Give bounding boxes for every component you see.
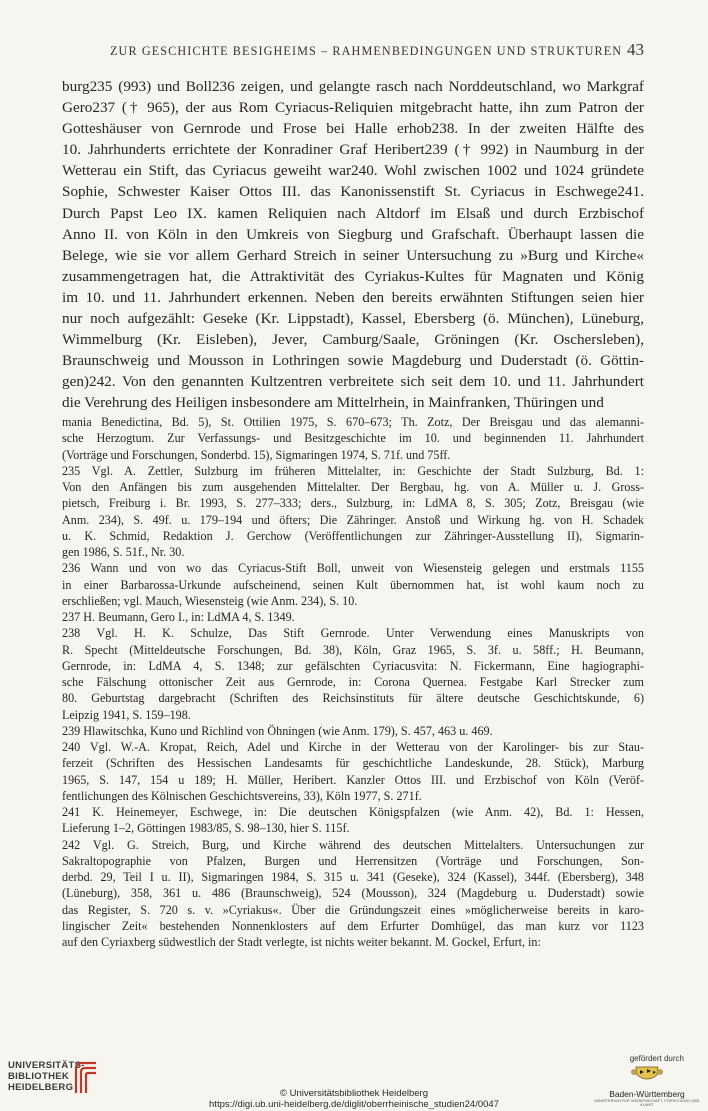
body-line: Wetterau ein Stift, das Cyriacus geweiht war240. Wohl zwischen 1002 und 1024 gründete — [62, 162, 644, 180]
footnote-line: u. K. Schmid, Redaktion J. Gerchow (Veröffentlichungen zur Zähringer-Ausstellung II), Sigmarin- — [62, 528, 644, 543]
footnote-line: derbd. 29, Teil I u. II), Sigmaringen 1984, S. 315 u. 341 (Geseke), 324 (Kassel), 344f. (Ebersberg), 348 — [62, 870, 644, 884]
footnote-line: Gernrode, in: LdMA 4, S. 1348; zur gefälschten Cyriacusvita: N. Fickermann, Eine hagiographi- — [62, 658, 644, 673]
footnote-line: 235 Vgl. A. Zettler, Sulzburg im früheren Mittelalter, in: Geschichte der Stadt Sulzburg, Bd. 1: — [62, 463, 644, 478]
footnote-line: mania Benedictina, Bd. 5), St. Ottilien 1975, S. 670–673; Th. Zotz, Der Breisgau und das alemanni- — [62, 415, 644, 429]
body-line: Anno II. von Köln in den Umkreis von Siegburg und Grafschaft. Überhaupt lassen die — [62, 225, 644, 243]
footnote-line: 237 H. Beumann, Gero I., in: LdMA 4, S. 1349. — [62, 610, 295, 624]
footnote-line: 1965, S. 147, 154 u 189; H. Müller, Heribert. Kanzler Ottos III. und Erzbischof von Köln (Veröf- — [62, 772, 644, 787]
permalink[interactable]: https://digi.ub.uni-heidelberg.de/diglit/oberrheinische_studien24/0047 — [209, 1099, 499, 1110]
body-line: Gotteshäuser von Gernrode und Frose bei Halle erhob238. In der zweiten Hälfte des — [62, 120, 644, 138]
body-line: Sophie, Schwester Kaiser Ottos III. das Kanonissenstift St. Cyriacus in Eschwege241. — [62, 183, 644, 201]
footnote-line: das Register, S. 720 s. v. »Cyriakus«. Über die Gründungszeit eines »möglicherweise bereits in karo- — [62, 902, 644, 917]
footnote-line: 242 Vgl. G. Streich, Burg, und Kirche während des deutschen Mittelalters. Untersuchungen zur — [62, 837, 644, 852]
running-header — [62, 40, 644, 64]
body-line: die Verehrung des Heiligen insbesondere am Mittelrhein, in Mainfranken, Thüringen und — [62, 394, 604, 412]
page-number: 43 — [627, 40, 644, 59]
body-line: Durch Papst Leo IX. kamen Reliquien nach Altdorf im Elsaß und durch Erzbischof — [62, 204, 644, 222]
footnote-line: Lieferung 1–2, Göttingen 1983/85, S. 98–130, hier S. 115f. — [62, 821, 350, 836]
footnote-line: sche Fälschung ottonischer Zeit aus Gernrode, in: Corona Quernea. Festgabe Karl Strecker zum — [62, 675, 644, 689]
body-line: burg235 (993) und Boll236 zeigen, und gelangte rasch nach Norddeutschland, wo Markgraf — [62, 78, 644, 95]
copyright-text: © Universitätsbibliothek Heidelberg — [280, 1088, 428, 1099]
footnote-line: Sakraltopographie von Pfalzen, Burgen und Herrensitzen (Vorträge und Forschungen, Son- — [62, 853, 644, 868]
footnote-line: Leipzig 1941, S. 159–198. — [62, 707, 191, 722]
library-logo-line: UNIVERSITÄTS- — [8, 1060, 85, 1071]
funder-block — [592, 1054, 702, 1107]
footnote-line: 80. Geburtstag dargebracht (Schriften des Reichsinstituts für ältere deutsche Geschichtskunde, 6) — [62, 691, 644, 706]
body-line: Wimmelburg (Kr. Eisleben), Jever, Camburg/Saale, Gröningen (Kr. Oschersleben), — [62, 331, 644, 349]
body-line: 10. Jahrhunderts errichtete der Konradiner Graf Heribert239 († 992) in Naumburg in der — [62, 141, 644, 159]
funder-label: gefördert durch — [629, 1054, 684, 1063]
state-crest-icon — [630, 1063, 664, 1083]
viewer-footer — [0, 1050, 708, 1111]
body-line: nur noch aufgezählt: Geseke (Kr. Lippstadt), Kassel, Ebersberg (ö. München), Lüneburg, — [62, 310, 644, 328]
body-line: im 10. und 11. Jahrhundert erkennen. Neben den bereits erwähnten Stiftungen seien hier — [62, 288, 644, 306]
funder-subtitle: MINISTERIUM FÜR WISSENSCHAFT, FORSCHUNG UND KUNST — [594, 1099, 700, 1107]
footnote-line: sche Herzogtum. Zur Verfassungs- und Besitzgeschichte im 10. und beginnenden 11. Jahrhundert — [62, 431, 644, 446]
body-line: Braunschweig und Mousson in Lothringen sowie Magdeburg und Duderstadt (ö. Göttin- — [62, 352, 644, 370]
footnote-line: 241 K. Heinemeyer, Eschwege, in: Die deutschen Königspfalzen (wie Anm. 42), Bd. 1: Hessen, — [62, 805, 644, 819]
footnote-line: 239 Hlawitschka, Kuno und Richlind von Öhningen (wie Anm. 179), S. 457, 463 u. 469. — [62, 723, 493, 738]
main-text — [62, 76, 644, 414]
footnote-line: R. Specht (Mitteldeutsche Forschungen, Bd. 38), Köln, Graz 1965, S. 3f. u. 58ff.; H. Beumann, — [62, 642, 644, 657]
library-logo-line: BIBLIOTHEK — [8, 1071, 70, 1082]
footnote-line: 238 Vgl. H. K. Schulze, Das Stift Gernrode. Unter Verwendung eines Manuskripts von — [62, 626, 644, 641]
footnote-line: 240 Vgl. W.-A. Kropat, Reich, Adel und Kirche in der Wetterau von der Karolinger- bis zur Stau- — [62, 740, 644, 754]
footnote-line: 236 Wann und von wo das Cyriacus-Stift Boll, unweit von Wiesensteig gelegen und erstmals 1155 — [62, 561, 644, 576]
footnote-line: pietsch, Freiburg i. Br. 1993, S. 277–333; ders., Sulzburg, in: LdMA 8, S. 305; Zotz, Breisgau (wie — [62, 496, 644, 511]
footnote-line: gen 1986, S. 51f., Nr. 30. — [62, 545, 185, 559]
footnote-line: erschließen; vgl. Mauch, Wiesensteig (wie Anm. 234), S. 10. — [62, 593, 358, 608]
footnote-line: in einer Barbarossa-Urkunde aufscheinend, seinen Kult übernommen hat, ist wohl kaum noch zu — [62, 577, 644, 592]
body-line: gen)242. Von den genannten Kultzentren verbreitete sich seit dem 10. und 11. Jahrhundert — [62, 373, 644, 391]
body-line: zusammengetragen hat, die Attraktivität des Cyriakus-Kultes für Magnaten und König — [62, 267, 644, 285]
footnote-line: ferzeit (Schriften des Hessischen Landesamts für geschichtliche Landeskunde, 28. Stück), Marburg — [62, 756, 644, 771]
footnote-line: Anm. 234), S. 49f. u. 179–194 und öfters; Die Zähringer. Anstoß und Wirkung hg. von H. Schadek — [62, 512, 644, 527]
footnote-line: (Vorträge und Forschungen, Sonderbd. 15), Sigmaringen 1974, S. 71f. und 75ff. — [62, 447, 451, 462]
body-line: Belege, wie sie vor allem Gerhard Streich in seiner Untersuchung zu »Burg und Kirche« — [62, 246, 644, 264]
footnote-line: fentlichungen des Kölnischen Geschichtsvereins, 33), Köln 1977, S. 271f. — [62, 788, 422, 803]
footnote-line: auf den Cyriaxberg südwestlich der Stadt verlegte, ist nichts weiter bekannt. M. Gockel, Erfurt, in: — [62, 935, 541, 949]
footnote-line: lingischer Zeit« bestehenden Nonnenklosters auf dem Erfurter Domhügel, das man kurz vor 1123 — [62, 918, 644, 933]
funder-name: Baden-Württemberg — [609, 1089, 685, 1099]
running-title: ZUR GESCHICHTE BESIGHEIMS – RAHMENBEDINGUNGEN UND STRUKTUREN — [110, 44, 623, 58]
footnote-line: Von den Anfängen bis zum ausgehenden Mittelalter. Der Bergbau, hg. von A. Müller u. J. Gross- — [62, 480, 644, 494]
body-line: Gero237 († 965), der aus Rom Cyriacus-Reliquien mitgebracht hatte, ihn zum Patron der — [62, 99, 644, 117]
footnotes — [62, 414, 644, 950]
library-logo-line: HEIDELBERG — [8, 1082, 74, 1093]
footnote-line: (Lüneburg), 358, 361 u. 486 (Braunschweig), 524 (Mousson), 324 (Magdeburg u. Duderstadt) sowie — [62, 886, 644, 901]
